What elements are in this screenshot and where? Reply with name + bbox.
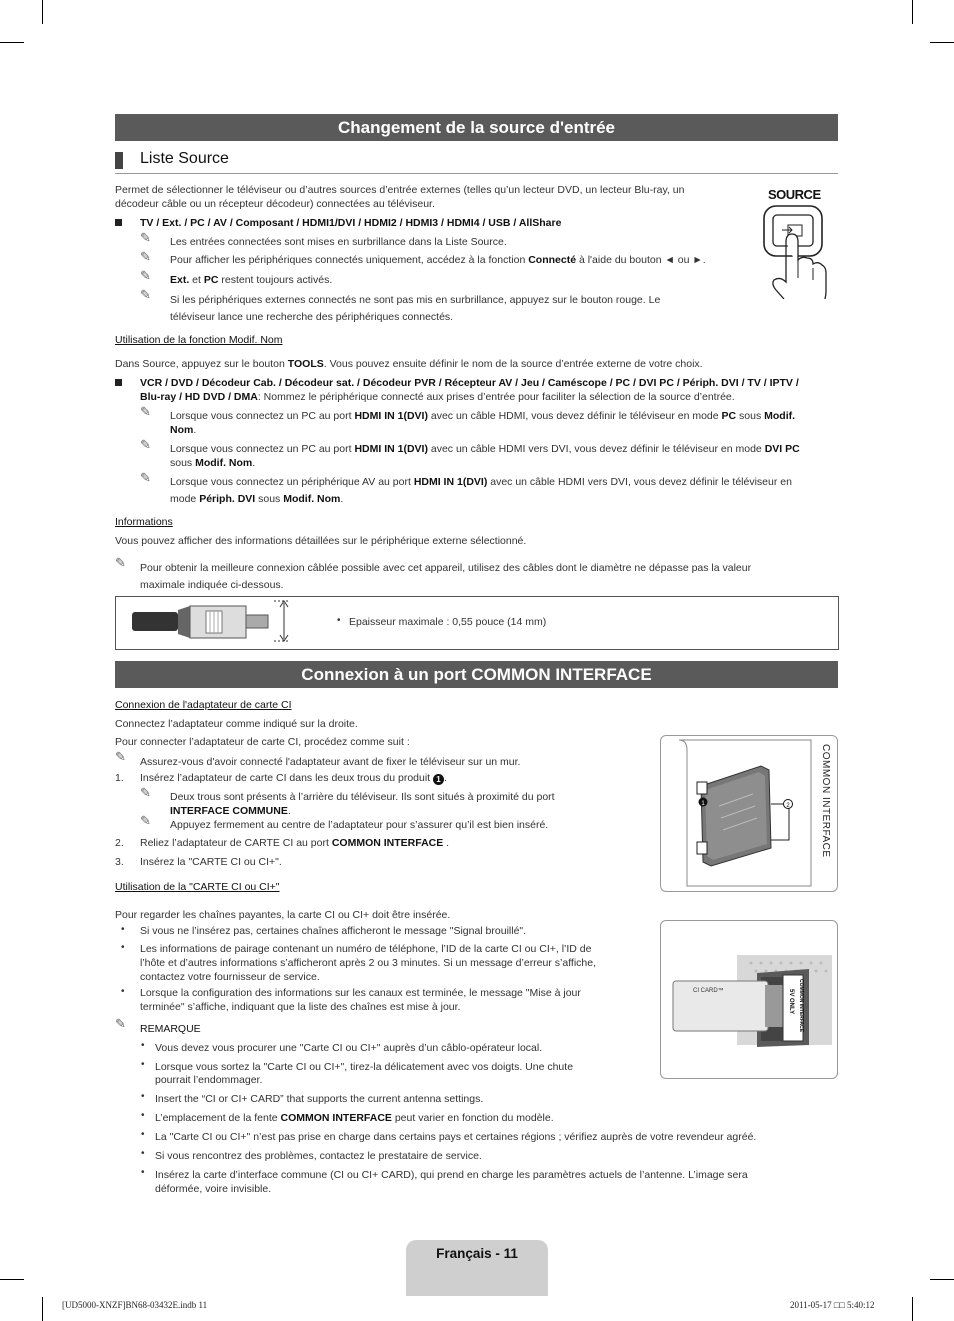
remarque-5: La "Carte CI ou CI+" n’est pas prise en charge dans certains pays et certaines régions ; vérifiez auprès de votre revendeur agréé. <box>155 1131 757 1143</box>
step-3-number: 3. <box>115 856 124 868</box>
crop-mark <box>912 0 913 24</box>
crop-mark <box>0 42 24 43</box>
note-red-button-1: Si les périphériques externes connectés ne sont pas mis en surbrillance, appuyez sur le bouton rouge. Le <box>170 294 661 306</box>
ci-bullet-1: Si vous ne l’insérez pas, certaines chaînes afficheront le message "Signal brouillé". <box>140 925 527 937</box>
note-pencil-icon: ✎ <box>140 470 151 485</box>
note-av-dvi-1: Lorsque vous connectez un périphérique AV au port HDMI IN 1(DVI) avec un câble HDMI vers DVI, vous devez définir le téléviseur en <box>170 476 792 488</box>
crop-mark <box>912 1297 913 1321</box>
page-number: Français - 11 <box>436 1246 518 1261</box>
print-date-info: 2011-05-17 □□ 5:40:12 <box>790 1300 875 1310</box>
note-pencil-icon: ✎ <box>140 268 151 283</box>
remarque-3: Insert the “CI or CI+ CARD” that supports the current antenna settings. <box>155 1093 484 1105</box>
step-3-text: Insérez la "CARTE CI ou CI+". <box>140 856 282 868</box>
ci-bullet-3-line-2: terminée" s’affiche, indiquant que la liste des chaînes est mise à jour. <box>140 1001 461 1013</box>
remarque-4: L’emplacement de la fente COMMON INTERFACE peut varier en fonction du modèle. <box>155 1112 554 1124</box>
step-1-text: Insérez l’adaptateur de carte CI dans les deux trous du produit 1 . <box>140 772 447 784</box>
note-pencil-icon: ✎ <box>115 749 126 764</box>
crop-mark <box>42 1297 43 1321</box>
note-av-dvi-2: mode Périph. DVI sous Modif. Nom. <box>170 493 344 505</box>
intro-line-1: Permet de sélectionner le téléviseur ou d’autres sources d’entrée externes (telles qu’un lecteur DVD, un lecteur Blu-ray, un <box>115 184 685 196</box>
note-highlighted-sources: Les entrées connectées sont mises en surbrillance dans la Liste Source. <box>170 236 507 248</box>
bullet-square <box>115 219 122 226</box>
note-red-button-2: téléviseur lance une recherche des périphériques connectés. <box>170 311 454 323</box>
ci-card-illustration <box>661 921 837 1078</box>
svg-text:1: 1 <box>701 801 705 807</box>
ci-card-label: CI CARD™ <box>693 988 724 994</box>
note-pc-hdmi-1: Lorsque vous connectez un PC au port HDMI IN 1(DVI) avec un câble HDMI, vous devez définir le téléviseur en mode PC sous Modif. <box>170 410 796 422</box>
modif-nom-text: Dans Source, appuyez sur le bouton TOOLS. Vous pouvez ensuite définir le nom de la source d’entrée externe de votre choix. <box>115 358 703 370</box>
ci-bullet-2-line-2: l’hôte et d’autres informations s’afficheront après 2 ou 3 minutes. Si un message d’erreur s’affiche, <box>140 957 597 969</box>
bullet-dot: • <box>121 924 125 935</box>
step-2-text: Reliez l’adaptateur de CARTE CI au port COMMON INTERFACE . <box>140 837 450 849</box>
note-pencil-icon: ✎ <box>140 249 151 264</box>
note-connected-devices: Pour afficher les périphériques connectés uniquement, accédez à la fonction Connecté à l'aide du bouton ◄ ou ►. <box>170 254 706 266</box>
ci-slot-label: COMMON INTERFACE <box>798 979 804 1033</box>
note-pencil-icon: ✎ <box>115 1016 126 1031</box>
bullet-dot: • <box>337 615 341 626</box>
ci-adapter-figure <box>660 735 838 892</box>
note-pencil-icon: ✎ <box>140 287 151 302</box>
note-pencil-icon: ✎ <box>140 785 151 800</box>
crop-mark <box>930 1279 954 1280</box>
device-names-line-2: Blu-ray / HD DVD / DMA: Nommez le périphérique connecté aux prises d’entrée pour faciliter la sélection de la source d’entrée. <box>140 391 735 403</box>
remarque-2-line-2: pourrait l’endommager. <box>155 1074 263 1086</box>
crop-mark <box>0 1279 24 1280</box>
note-pencil-icon: ✎ <box>140 404 151 419</box>
ci-card-heading: Utilisation de la "CARTE CI ou CI+" <box>115 881 280 893</box>
bullet-dot: • <box>141 1167 145 1178</box>
five-volt-only-label: 5V ONLY <box>788 989 794 1015</box>
source-button-label: SOURCE <box>768 187 821 202</box>
remarque-7-line-2: déformée, voire invisible. <box>155 1183 272 1195</box>
subheading-text: Liste Source <box>140 150 229 167</box>
section-title-common-interface: Connexion à un port COMMON INTERFACE <box>115 661 838 688</box>
page-number-tab <box>406 1240 548 1296</box>
bullet-dot: • <box>141 1059 145 1070</box>
remarque-7-line-1: Insérez la carte d’interface commune (CI ou CI+ CARD), qui prend en charge les paramètres actuels de l’antenne. L’image sera <box>155 1169 748 1181</box>
cable-note-1: Pour obtenir la meilleure connexion câblée possible avec cet appareil, utilisez des câbles dont le diamètre ne dépasse pas la valeur <box>140 562 752 574</box>
bullet-dot: • <box>121 942 125 953</box>
step-1-note-press: Appuyez fermement au centre de l’adaptateur pour s’assurer qu’il est bien inséré. <box>170 819 549 831</box>
intro-line-2: décodeur câble ou un récepteur décodeur) connectées au téléviseur. <box>115 198 435 210</box>
ci-bullet-2-line-3: contactez votre fournisseur de service. <box>140 971 320 983</box>
step-1-number: 1. <box>115 772 124 784</box>
remarque-2-line-1: Lorsque vous sortez la "Carte CI ou CI+", tirez-la délicatement avec vos doigts. Une chute <box>155 1061 574 1073</box>
bullet-square <box>115 379 122 386</box>
step-1-note-holes-1: Deux trous sont présents à l’arrière du téléviseur. Ils sont situés à proximité du port <box>170 791 555 803</box>
cable-note-2: maximale indiquée ci-dessous. <box>140 579 284 591</box>
adapter-intro-2: Pour connecter l’adaptateur de carte CI, procédez comme suit : <box>115 736 410 748</box>
ci-card-intro: Pour regarder les chaînes payantes, la carte CI ou CI+ doit être insérée. <box>115 909 451 921</box>
bullet-dot: • <box>141 1091 145 1102</box>
note-pc-hdmi-2: Nom. <box>170 424 197 436</box>
adapter-intro-1: Connectez l’adaptateur comme indiqué sur la droite. <box>115 718 358 730</box>
bullet-dot: • <box>141 1129 145 1140</box>
step-1-note-holes-2: INTERFACE COMMUNE. <box>170 805 291 817</box>
note-pencil-icon: ✎ <box>140 230 151 245</box>
remarque-label: REMARQUE <box>140 1023 201 1035</box>
note-pencil-icon: ✎ <box>140 813 151 828</box>
note-ext-pc-active: Ext. et PC restent toujours activés. <box>170 274 333 286</box>
remarque-6: Si vous rencontrez des problèmes, contactez le prestataire de service. <box>155 1150 482 1162</box>
bullet-dot: • <box>141 1040 145 1051</box>
section-title-source: Changement de la source d'entrée <box>115 114 838 141</box>
crop-mark <box>930 42 954 43</box>
bullet-dot: • <box>141 1110 145 1121</box>
adapter-wall-note: Assurez-vous d'avoir connecté l'adaptateur avant de fixer le téléviseur sur un mur. <box>140 756 521 768</box>
note-pencil-icon: ✎ <box>115 555 126 570</box>
subheading-bar <box>115 152 123 169</box>
ci-adapter-illustration <box>661 736 837 891</box>
adapter-heading: Connexion de l'adaptateur de carte CI <box>115 699 292 711</box>
max-thickness-text: Epaisseur maximale : 0,55 pouce (14 mm) <box>349 616 547 628</box>
common-interface-port-label: COMMON INTERFACE <box>820 744 831 858</box>
device-names-line-1: VCR / DVD / Décodeur Cab. / Décodeur sat. / Décodeur PVR / Récepteur AV / Jeu / Caméscope / PC / DVI PC / Périph. DVI / TV / IPTV / <box>140 377 799 389</box>
cable-thickness-box <box>115 596 839 650</box>
remarque-1: Vous devez vous procurer une "Carte CI ou CI+" auprès d’un câblo-opérateur local. <box>155 1042 543 1054</box>
hdmi-cable-icon <box>128 597 318 647</box>
informations-heading: Informations <box>115 516 173 528</box>
modif-nom-heading: Utilisation de la fonction Modif. Nom <box>115 334 283 346</box>
ci-card-figure <box>660 920 838 1079</box>
note-dvi-pc-2: sous Modif. Nom. <box>170 457 256 469</box>
bullet-dot: • <box>141 1148 145 1159</box>
sources-list: TV / Ext. / PC / AV / Composant / HDMI1/DVI / HDMI2 / HDMI3 / HDMI4 / USB / AllShare <box>140 217 562 229</box>
note-pencil-icon: ✎ <box>140 437 151 452</box>
hand-pressing-icon <box>762 184 830 299</box>
note-dvi-pc-1: Lorsque vous connectez un PC au port HDMI IN 1(DVI) avec un câble HDMI vers DVI, vous devez définir le téléviseur en mode DVI PC <box>170 443 800 455</box>
crop-mark <box>42 0 43 24</box>
step-2-number: 2. <box>115 837 124 849</box>
source-button-illustration <box>762 184 830 299</box>
ci-bullet-2-line-1: Les informations de pairage contenant un numéro de téléphone, l’ID de la carte CI ou CI+, l’ID de <box>140 943 592 955</box>
svg-text:2: 2 <box>786 803 790 809</box>
print-file-info: [UD5000-XNZF]BN68-03432E.indb 11 <box>62 1300 208 1310</box>
bullet-dot: • <box>121 986 125 997</box>
informations-text: Vous pouvez afficher des informations détaillées sur le périphérique externe sélectionné. <box>115 535 527 547</box>
ci-bullet-3-line-1: Lorsque la configuration des informations sur les canaux est terminée, le message "Mise à jour <box>140 987 581 999</box>
subheading-liste-source <box>115 149 838 174</box>
